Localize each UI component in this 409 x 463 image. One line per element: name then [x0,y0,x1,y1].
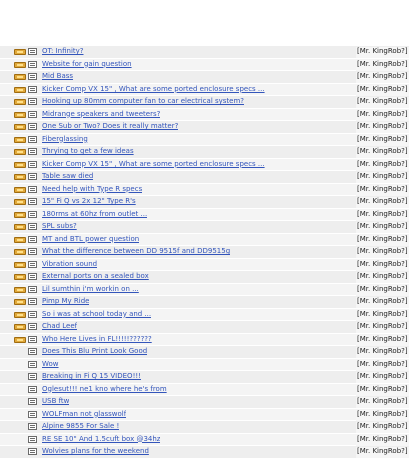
thread-row[interactable] [0,109,409,122]
thread-title-link[interactable]: Mid Bass [42,72,74,80]
thread-row[interactable] [0,271,409,284]
thread-title-link[interactable]: Table saw died [42,172,94,180]
folder-icon [14,287,26,293]
thread-title-link[interactable]: 15" Fi Q vs 2x 12" Type R's [42,197,136,205]
folder-icon [14,274,26,280]
thread-row[interactable] [0,134,409,147]
thread-title-link[interactable]: Vibration sound [42,259,98,268]
thread-author: [Mr. KingRob?] [356,222,409,233]
folder-icon [14,174,26,180]
thread-title-link[interactable]: Lil sumthin i'm workin on ... [42,284,139,293]
thread-row[interactable] [0,171,409,184]
thread-icon [28,298,37,305]
thread-author: [Mr. KingRob?] [356,260,409,271]
thread-title-link[interactable]: Chad Leef [42,322,78,330]
thread-author: [Mr. KingRob?] [356,85,409,96]
thread-author: [Mr. KingRob?] [356,122,409,133]
thread-icon [28,223,37,230]
folder-icon [14,337,26,343]
thread-title-link[interactable]: Alpine 9855 For Sale ! [42,422,120,430]
thread-row[interactable] [0,321,409,334]
thread-icon [28,386,37,393]
thread-author: [Mr. KingRob?] [356,47,409,58]
thread-icon [28,186,37,193]
folder-icon [14,74,26,80]
folder-icon [14,237,26,243]
thread-icon [28,136,37,143]
thread-icon [28,361,37,368]
thread-author: [Mr. KingRob?] [356,72,409,83]
thread-row[interactable] [0,346,409,359]
thread-title-link[interactable]: Kicker Comp VX 15" , What are some ported enclosure specs ... [42,159,265,168]
thread-icon [28,436,37,443]
thread-row[interactable] [0,209,409,222]
thread-title-link[interactable]: External ports on a sealed box [42,272,149,280]
thread-title-link[interactable]: Website for gain question [42,59,132,68]
thread-icon [28,348,37,355]
thread-author: [Mr. KingRob?] [356,360,409,371]
thread-icon [28,311,37,318]
thread-author: [Mr. KingRob?] [356,272,409,283]
thread-title-link[interactable]: Need help with Type R specs [42,184,143,193]
thread-icon [28,373,37,380]
thread-author: [Mr. KingRob?] [356,97,409,108]
thread-title-link[interactable]: MT and BTL power question [42,234,140,243]
thread-title-link[interactable]: Pimp My Ride [42,297,90,305]
thread-author: [Mr. KingRob?] [356,185,409,196]
thread-row[interactable] [0,59,409,72]
folder-icon [14,99,26,105]
thread-author: [Mr. KingRob?] [356,60,409,71]
folder-icon [14,149,26,155]
thread-author: [Mr. KingRob?] [356,310,409,321]
thread-row[interactable] [0,46,409,59]
thread-row[interactable] [0,96,409,109]
thread-row[interactable] [0,284,409,297]
thread-author: [Mr. KingRob?] [356,397,409,408]
thread-icon [28,123,37,130]
folder-icon [14,49,26,55]
thread-author: [Mr. KingRob?] [356,322,409,333]
thread-row[interactable] [0,446,409,459]
thread-icon [28,61,37,68]
thread-title-link[interactable]: What the difference between DD 9515f and DD9515g [42,247,231,255]
thread-icon [28,261,37,268]
thread-author: [Mr. KingRob?] [356,147,409,158]
thread-row[interactable] [0,221,409,234]
thread-author: [Mr. KingRob?] [356,235,409,246]
thread-row[interactable] [0,421,409,434]
thread-icon [28,336,37,343]
thread-author: [Mr. KingRob?] [356,435,409,446]
folder-icon [14,249,26,255]
thread-icon [28,323,37,330]
thread-icon [28,236,37,243]
thread-row[interactable] [0,434,409,447]
thread-author: [Mr. KingRob?] [356,285,409,296]
thread-icon [28,148,37,155]
thread-title-link[interactable]: WOLFman not glasswolf [42,409,127,418]
thread-row[interactable] [0,184,409,197]
thread-title-link[interactable]: Breaking in Fi Q 15 VIDEO!!! [42,372,141,380]
thread-title-link[interactable]: Midrange speakers and tweeters? [42,109,161,118]
thread-author: [Mr. KingRob?] [356,135,409,146]
thread-row[interactable] [0,384,409,397]
thread-title-link[interactable]: One Sub or Two? Does it really matter? [42,122,179,130]
thread-title-link[interactable]: So i was at school today and ... [42,309,152,318]
folder-icon [14,137,26,143]
thread-author: [Mr. KingRob?] [356,172,409,183]
folder-icon [14,162,26,168]
folder-icon [14,312,26,318]
thread-icon [28,423,37,430]
thread-author: [Mr. KingRob?] [356,385,409,396]
thread-author: [Mr. KingRob?] [356,422,409,433]
folder-icon [14,87,26,93]
thread-icon [28,98,37,105]
thread-author: [Mr. KingRob?] [356,335,409,346]
thread-title-link[interactable]: RE SE 10" And 1.5cuft box @34hz [42,434,161,443]
thread-row[interactable] [0,296,409,309]
thread-row[interactable] [0,334,409,347]
thread-title-link[interactable]: Oglesut!!! ne1 kno where he's from [42,384,167,393]
folder-icon [14,187,26,193]
thread-author: [Mr. KingRob?] [356,247,409,258]
thread-row[interactable] [0,396,409,409]
thread-title-link[interactable]: SPL subs? [42,222,77,230]
folder-icon [14,112,26,118]
thread-icon [28,198,37,205]
thread-row[interactable] [0,234,409,247]
thread-author: [Mr. KingRob?] [356,110,409,121]
thread-row[interactable] [0,159,409,172]
thread-icon [28,448,37,455]
folder-icon [14,324,26,330]
thread-row[interactable] [0,309,409,322]
thread-icon [28,173,37,180]
thread-title-link[interactable]: 180rms at 60hz from outlet ... [42,209,148,218]
thread-author: [Mr. KingRob?] [356,297,409,308]
thread-row[interactable] [0,146,409,159]
thread-row[interactable] [0,371,409,384]
thread-author: [Mr. KingRob?] [356,160,409,171]
thread-title-link[interactable]: Fiberglassing [42,134,88,143]
thread-row[interactable] [0,121,409,134]
thread-row[interactable] [0,246,409,259]
thread-author: [Mr. KingRob?] [356,197,409,208]
thread-title-link[interactable]: Wow [42,359,59,368]
thread-title-link[interactable]: Kicker Comp VX 15" , What are some ported enclosure specs ... [42,84,265,93]
thread-title-link[interactable]: Does This Blu Print Look Good [42,347,148,355]
thread-author: [Mr. KingRob?] [356,372,409,383]
thread-icon [28,111,37,118]
thread-icon [28,411,37,418]
thread-row[interactable] [0,409,409,422]
thread-title-link[interactable]: USB ftw [42,397,70,405]
thread-row[interactable] [0,196,409,209]
thread-icon [28,48,37,55]
folder-icon [14,262,26,268]
folder-icon [14,212,26,218]
thread-title-link[interactable]: Hooking up 80mm computer fan to car electrical system? [42,97,245,105]
thread-author: [Mr. KingRob?] [356,410,409,421]
thread-row[interactable] [0,84,409,97]
thread-row[interactable] [0,71,409,84]
thread-icon [28,86,37,93]
thread-icon [28,73,37,80]
thread-title-link[interactable]: OT: Infinity? [42,47,84,55]
thread-icon [28,248,37,255]
folder-icon [14,62,26,68]
folder-icon [14,199,26,205]
thread-author: [Mr. KingRob?] [356,347,409,358]
thread-icon [28,273,37,280]
folder-icon [14,124,26,130]
thread-title-link[interactable]: Wolvies plans for the weekend [42,447,149,455]
top-blank-area [0,0,409,46]
thread-icon [28,211,37,218]
folder-icon [14,224,26,230]
thread-author: [Mr. KingRob?] [356,210,409,221]
folder-icon [14,299,26,305]
thread-icon [28,161,37,168]
thread-title-link[interactable]: Who Here Lives in FL!!!!!?????? [42,334,152,343]
thread-icon [28,398,37,405]
thread-author: [Mr. KingRob?] [356,447,409,458]
thread-icon [28,286,37,293]
thread-list [0,46,409,459]
thread-title-link[interactable]: Thrying to get a few ideas [42,147,134,155]
thread-row[interactable] [0,359,409,372]
thread-row[interactable] [0,259,409,272]
